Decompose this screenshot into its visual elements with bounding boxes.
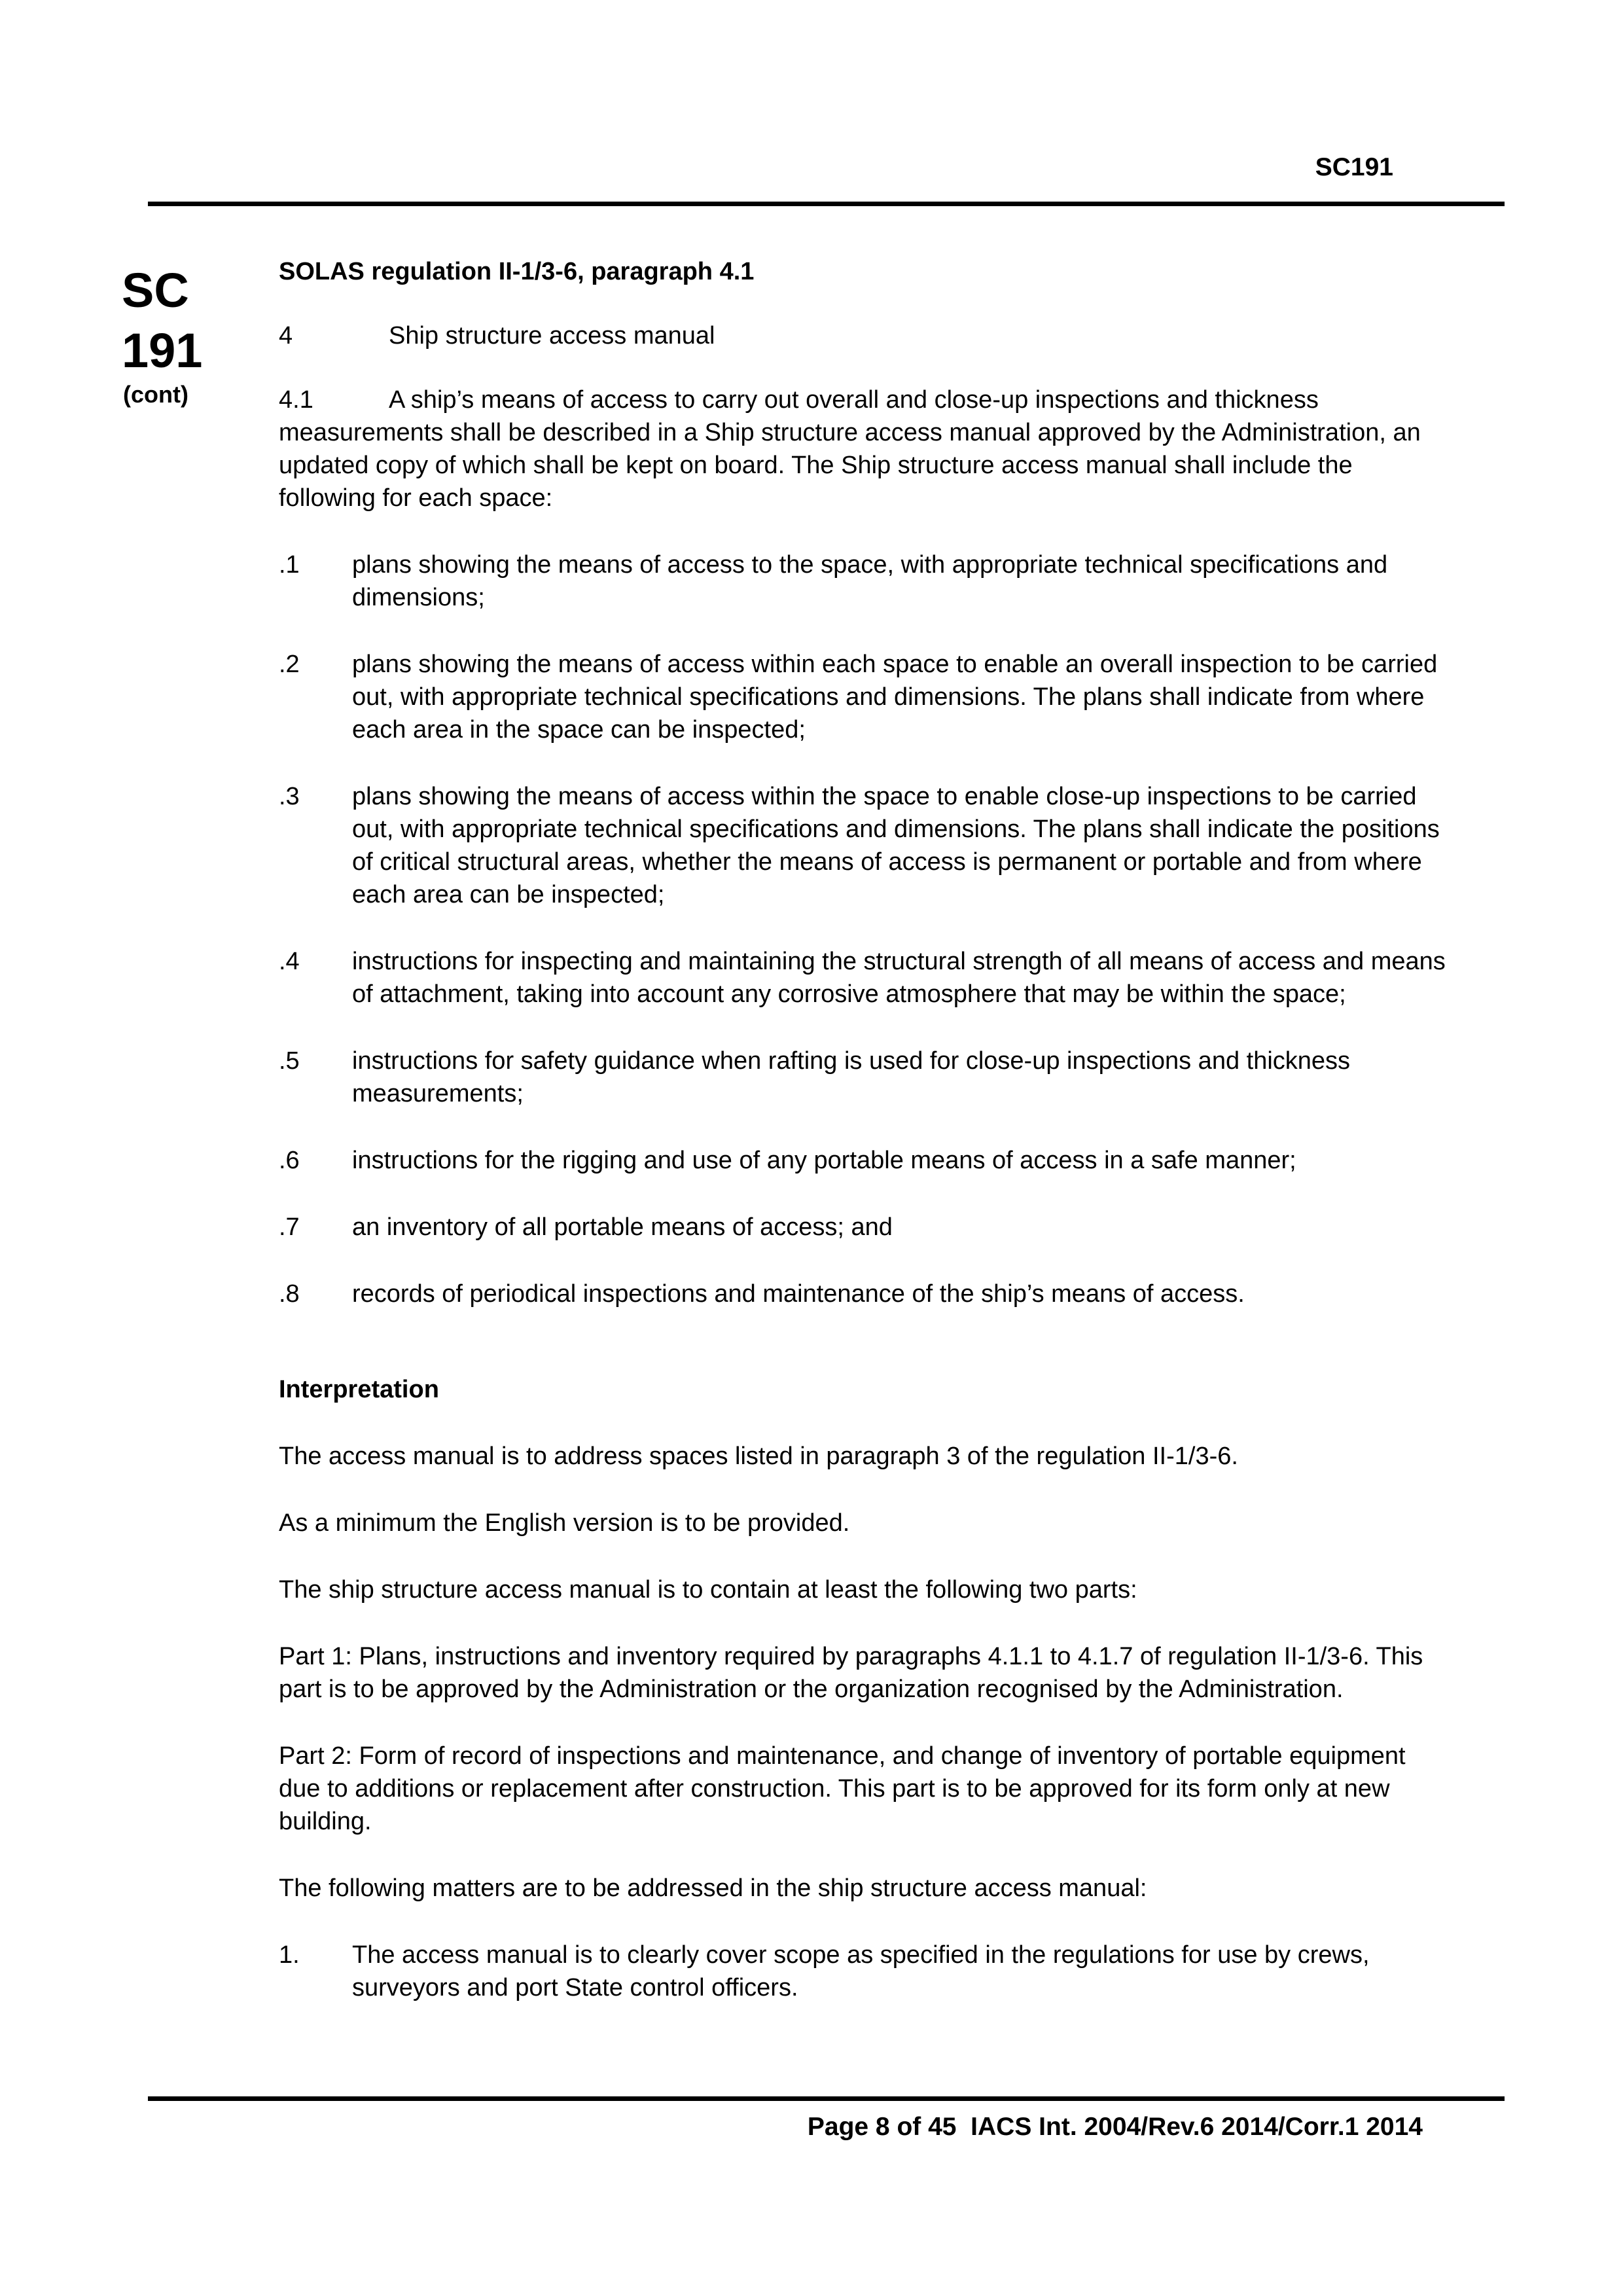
footer-rule	[148, 2096, 1505, 2101]
footer-page-number: Page 8 of 45	[807, 2113, 957, 2141]
list-item-text: instructions for the rigging and use of any portable means of access in a safe manner;	[352, 1147, 1296, 1174]
side-label-cont: (cont)	[123, 381, 188, 408]
list-item-number: .8	[279, 1280, 300, 1308]
list-item-text: plans showing the means of access to the space, with appropriate technical specifications and dimensions;	[352, 551, 1388, 611]
paragraph-text: A ship’s means of access to carry out overall and close-up inspections and thickness measurements shall be described in a Ship structure access manual approved by the Administration, an updated copy of which shall be kept on board. The Ship structure access manual shall include the following for each space:	[279, 386, 1421, 512]
list-item-text: an inventory of all portable means of access; and	[352, 1213, 893, 1241]
list-item-text: plans showing the means of access within each space to enable an overall inspection to be carried out, with appropriate technical specifications and dimensions. The plans shall indicate from where each area in the space can be inspected;	[352, 651, 1438, 744]
interpretation-paragraph: The ship structure access manual is to contain at least the following two parts:	[279, 1576, 1137, 1604]
list-item-text: records of periodical inspections and maintenance of the ship’s means of access.	[352, 1280, 1245, 1308]
list-item-text: instructions for inspecting and maintaining the structural strength of all means of access and means of attachment, taking into account any corrosive atmosphere that may be within the space;	[352, 948, 1446, 1008]
page-footer	[808, 2114, 1423, 2140]
list-item	[279, 1045, 1450, 1110]
list-item-number: .6	[279, 1147, 300, 1174]
interpretation-paragraph: As a minimum the English version is to be provided.	[279, 1509, 850, 1537]
side-label-number: 191	[122, 323, 203, 378]
list-item-number: .5	[279, 1047, 300, 1075]
list-item-number: 1.	[279, 1941, 300, 1969]
interpretation-paragraph: The access manual is to address spaces listed in paragraph 3 of the regulation II-1/3-6.	[279, 1443, 1238, 1470]
paragraph-number: 4.1	[279, 386, 313, 414]
list-item-number: .2	[279, 651, 300, 678]
list-item	[279, 548, 1450, 614]
section-title: Ship structure access manual	[389, 322, 715, 350]
list-item	[279, 1278, 1450, 1310]
list-item-number: .3	[279, 783, 300, 810]
header-rule	[148, 202, 1505, 206]
interpretation-heading: Interpretation	[279, 1376, 439, 1403]
list-item-number: .4	[279, 948, 300, 975]
header-document-code: SC191	[1315, 153, 1393, 181]
paragraph-4-1	[279, 384, 1450, 514]
interpretation-list-item	[279, 1939, 1450, 2004]
list-item-number: .7	[279, 1213, 300, 1241]
list-item-text: The access manual is to clearly cover scope as specified in the regulations for use by crews, surveyors and port State control officers.	[352, 1941, 1370, 2001]
section-heading	[279, 319, 1450, 352]
interpretation-paragraph: The following matters are to be addressed in the ship structure access manual:	[279, 1874, 1147, 1902]
list-item	[279, 648, 1450, 746]
list-item-number: .1	[279, 551, 300, 579]
list-item	[279, 945, 1450, 1011]
section-number: 4	[279, 322, 293, 350]
footer-document-reference: IACS Int. 2004/Rev.6 2014/Corr.1 2014	[971, 2113, 1423, 2141]
interpretation-paragraph: Part 2: Form of record of inspections and maintenance, and change of inventory of portable equipment due to additions or replacement after construction. This part is to be approved for its form only at new building.	[279, 1742, 1406, 1835]
side-label	[122, 260, 207, 408]
list-item-text: plans showing the means of access within the space to enable close-up inspections to be carried out, with appropriate technical specifications and dimensions. The plans shall indicate the positions of critical structural areas, whether the means of access is permanent or portable and from where each area can be inspected;	[352, 783, 1440, 908]
side-label-sc: SC	[122, 263, 189, 317]
list-item	[279, 1144, 1450, 1177]
interpretation-paragraph: Part 1: Plans, instructions and inventory required by paragraphs 4.1.1 to 4.1.7 of regulation II-1/3-6. This part is to be approved by the Administration or the organization recognised by the Administration.	[279, 1643, 1423, 1703]
main-content	[279, 255, 1450, 2004]
list-item	[279, 1211, 1450, 1244]
list-item	[279, 780, 1450, 911]
regulation-title: SOLAS regulation II-1/3-6, paragraph 4.1	[279, 258, 755, 285]
list-item-text: instructions for safety guidance when rafting is used for close-up inspections and thickness measurements;	[352, 1047, 1351, 1107]
